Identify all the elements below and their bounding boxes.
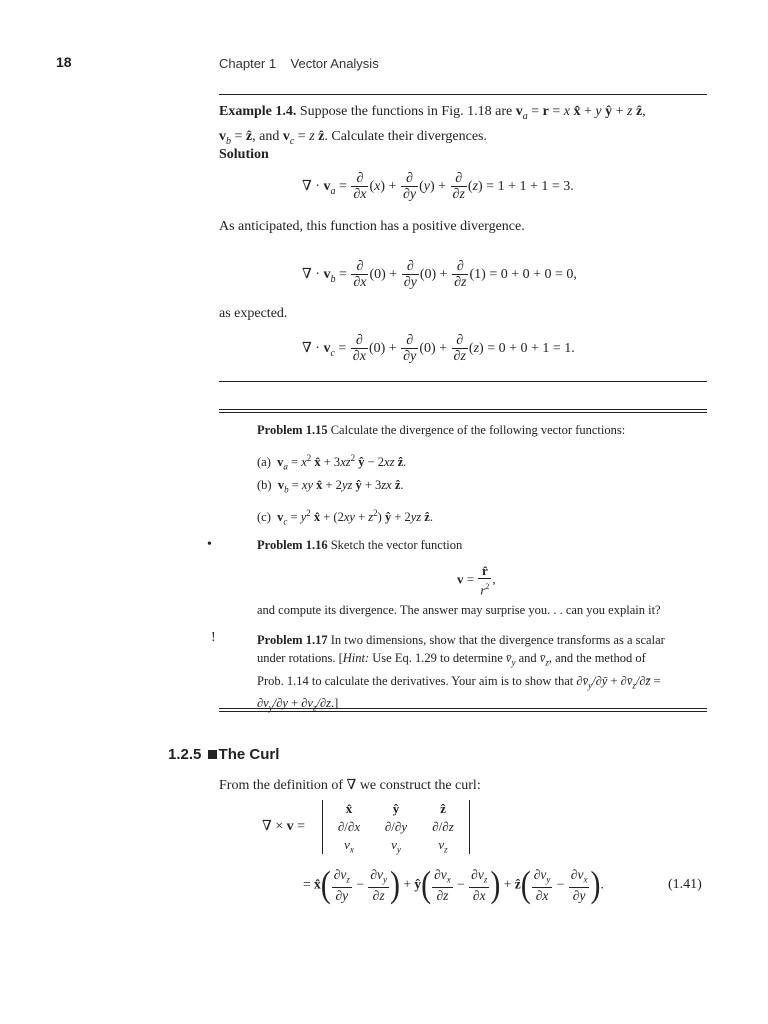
problems-bottom-rule xyxy=(219,708,707,709)
problem-1-17-line2b: Use Eq. 1.29 to determine xyxy=(369,651,503,665)
section-square-icon xyxy=(208,750,217,759)
top-rule xyxy=(219,94,707,95)
equation-div-vb: ∇ · $v_b$ = $\frac{\partial}{\partial x}$ (0) + $\frac{\partial}{\partial y}$ (0) + $\frac{\partial}{\partial z}$ (1) = 0 + 0 + 0 = 0, xyxy=(302,259,577,290)
problem-1-15-text: Calculate the divergence of the following vector functions: xyxy=(330,423,626,437)
solution-label: Solution xyxy=(219,147,269,162)
problem-1-16-marker: • xyxy=(207,537,212,552)
problem-1-15 xyxy=(257,421,709,439)
equation-div-vc-result: = 0 + 0 + 1 = 1. xyxy=(483,341,575,357)
example-vectors: $v_a = r = x$ x̂ + y ŷ + z ẑ, xyxy=(515,104,646,122)
section-number: 1.2.5 xyxy=(168,746,202,763)
problem-1-16-label: Problem 1.16 xyxy=(257,538,328,552)
example-vectors-2: $v_b$ = ẑ, and $v_c = z$ ẑ xyxy=(219,128,325,147)
problem-1-15-a: (a) $v_a = x^2$ x̂ + $3xz^2$ ŷ − 2xz ẑ. xyxy=(257,453,407,472)
problem-1-15-c: (c) $v_c = y^2$ x̂ + $(2xy + z^2)$ ŷ + 2yz ẑ. xyxy=(257,508,433,527)
equation-div-va-result: = 1 + 1 + 1 = 3. xyxy=(482,179,574,195)
example-end-rule xyxy=(219,381,707,382)
comment-b: as expected. xyxy=(219,306,288,321)
curl-lhs: ∇ × v = xyxy=(262,819,306,834)
problem-1-17-hint: Hint: xyxy=(342,651,370,665)
equation-number: (1.41) xyxy=(668,877,702,892)
equation-div-va: ∇ · $v_a$ = $\frac{\partial}{\partial x}$ (x) + $\frac{\partial}{\partial y}$ (y) + $\frac{\partial}{\partial z}$ (z) = 1 + 1 + 1 = 3. xyxy=(302,171,574,202)
equation-div-vc: ∇ · $v_c$ = $\frac{\partial}{\partial x}$ (0) + $\frac{\partial}{\partial y}$ (0) + $\frac{\partial}{\partial z}$ (z) = 0 + 0 + 1 = 1. xyxy=(302,333,575,364)
curl-expansion: = x̂( $\frac{\partial v_z}{\partial y}$ − $\frac{\partial v_y}{\partial z}$ ) + ŷ( $\frac{\partial v_x}{\partial z}$ − $\frac{\partial v_z}{\partial x}$ ) + ẑ( $\frac{\partial v_y}{\partial x}$ − $\frac{\partial v_x}{\partial y}$ ). xyxy=(303,864,604,906)
problem-1-17: Problem 1.17 In two dimensions, show that the divergence transforms as a scalar under rotations. [Hint: Use Eq. 1.29 to determine $v̄_y$ and $v̄_z$, and the method of Prob. 1.14 to calculate the derivatives. Your aim is to show that $\partial v̄_y/\partial ȳ$ + $\partial v̄_z/\partial z̄$ = $\partial v_y/\partial y + \partial v_z/\partial z$.] xyxy=(257,633,665,713)
problems-top-rule xyxy=(219,409,707,410)
running-head: Chapter 1 Vector Analysis xyxy=(219,56,379,71)
problem-1-17-line3: Prob. 1.14 to calculate the derivatives. Your aim is to show that xyxy=(257,673,574,688)
section-title: The Curl xyxy=(218,746,280,763)
problem-1-17-label: Problem 1.17 xyxy=(257,633,328,647)
problem-1-15-b: (b) $v_b$ = xy x̂ + 2yz ŷ + 3zx ẑ. xyxy=(257,478,404,495)
problem-1-17-line2a: under rotations. [ xyxy=(257,651,343,665)
example-label: Example 1.4. xyxy=(219,104,297,119)
problem-1-15-label: Problem 1.15 xyxy=(257,423,328,437)
comment-a: As anticipated, this function has a positive divergence. xyxy=(219,219,525,234)
problem-1-16-text: Sketch the vector function xyxy=(330,538,463,552)
problem-1-16-after: and compute its divergence. The answer may surprise you. . . can you explain it? xyxy=(257,603,661,617)
curl-determinant: x̂ ŷ ẑ ∂/∂x ∂/∂y ∂/∂z $v_x$ $v_y$ $v_z$ xyxy=(322,800,470,854)
section-heading xyxy=(168,746,279,763)
example-statement xyxy=(219,102,709,152)
problem-1-17-marker: ! xyxy=(211,630,216,645)
problem-1-16-function: v = $\frac{r̂}{r^2}$ , xyxy=(457,563,496,598)
equation-div-vb-result: = 0 + 0 + 0 = 0, xyxy=(485,267,577,283)
page-number: 18 xyxy=(56,54,72,70)
section-intro: From the definition of ∇ we construct the curl: xyxy=(219,778,481,793)
example-statement-line1: Suppose the functions in Fig. 1.18 are xyxy=(299,104,513,119)
problem-1-17-line1: In two dimensions, show that the divergence transforms as a scalar xyxy=(330,633,665,647)
problem-1-16 xyxy=(257,536,462,554)
example-statement-tail: . Calculate their divergences. xyxy=(324,128,487,144)
